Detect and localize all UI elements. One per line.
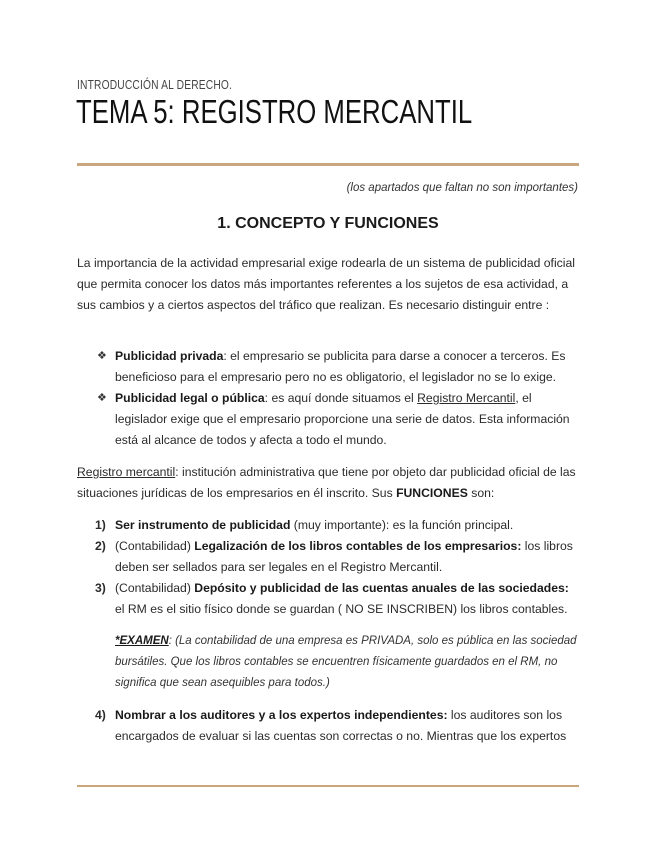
item-text: (muy importante): es la función principal. (290, 518, 514, 532)
registro-text: : institución administrativa que tiene por objeto dar publicidad oficial de las situaciones jurídicas de los empresarios en él inscrito. Sus (77, 465, 576, 500)
item-bold: Depósito y publicidad de las cuentas anuales de las sociedades: (194, 581, 569, 595)
diamond-bullet-icon: ❖ (97, 392, 107, 404)
exam-note (115, 631, 579, 694)
funciones-label: FUNCIONES (396, 486, 468, 500)
note-text: (los apartados que faltan no son importantes) (346, 182, 578, 194)
item-number: 1) (95, 518, 106, 532)
diamond-bullet-icon: ❖ (97, 350, 107, 362)
bottom-divider (77, 785, 579, 787)
list-item (77, 515, 579, 536)
item-prefix: (Contabilidad) (115, 581, 195, 595)
item-number: 4) (95, 708, 106, 722)
item-bold: Nombrar a los auditores y a los expertos independientes: (115, 708, 448, 722)
registro-text-end: son: (467, 486, 495, 500)
registro-mercantil-link: Registro Mercantil (417, 391, 516, 405)
item-bold: Ser instrumento de publicidad (115, 518, 291, 532)
section-heading: 1. CONCEPTO Y FUNCIONES (217, 215, 439, 232)
functions-list-continued (77, 705, 579, 747)
bullet-term: Publicidad legal o pública (115, 391, 265, 405)
item-text: el RM es el sitio físico donde se guardan ( NO SE INSCRIBEN) los libros contables. (115, 602, 568, 616)
registro-paragraph (77, 462, 579, 504)
course-subtitle: INTRODUCCIÓN AL DERECHO. (77, 78, 233, 92)
bullet-text: : el empresario se publicita para darse a conocer a terceros. Es beneficioso para el empresario pero no es obligatorio, el legislador no se lo exige. (115, 349, 566, 384)
page-title: TEMA 5: REGISTRO MERCANTIL (76, 93, 473, 130)
item-number: 2) (95, 539, 106, 553)
functions-list (77, 515, 579, 620)
item-prefix: (Contabilidad) (115, 539, 195, 553)
list-item (77, 536, 579, 578)
item-text: los auditores son los encargados de evaluar si las cuentas son correctas o no. Mientras que los expertos (115, 708, 567, 743)
exam-text: : (La contabilidad de una empresa es PRIVADA, solo es pública en las sociedad bursátiles. Que los libros contables se encuentren físicamente guardados en el RM, no significa que sean asequibles para todos.) (115, 635, 577, 689)
registro-term: Registro mercantil (77, 465, 176, 479)
item-text: los libros deben ser sellados para ser legales en el Registro Mercantil. (115, 539, 573, 574)
list-item (77, 388, 579, 451)
bullet-text: , el legislador exige que el empresario proporcione una serie de datos. Esta información está al alcance de todos y afecta a todo el mundo. (115, 391, 570, 447)
list-item (77, 705, 579, 747)
item-number: 3) (95, 581, 106, 595)
exam-label: *EXAMEN (115, 635, 169, 647)
item-bold: Legalización de los libros contables de los empresarios: (194, 539, 522, 553)
bullet-term: Publicidad privada (115, 349, 224, 363)
list-item (77, 346, 579, 388)
intro-paragraph: La importancia de la actividad empresarial exige rodearla de un sistema de publicidad oficial que permita conocer los datos más importantes referentes a los sujetos de esa actividad, a sus cambios y a ciertos aspectos del tráfico que realizan. Es necesario distinguir entre : (77, 256, 575, 312)
list-item (77, 578, 579, 620)
top-divider (77, 163, 579, 166)
publicity-list (77, 346, 579, 451)
bullet-text: : es aquí donde situamos el (264, 391, 418, 405)
